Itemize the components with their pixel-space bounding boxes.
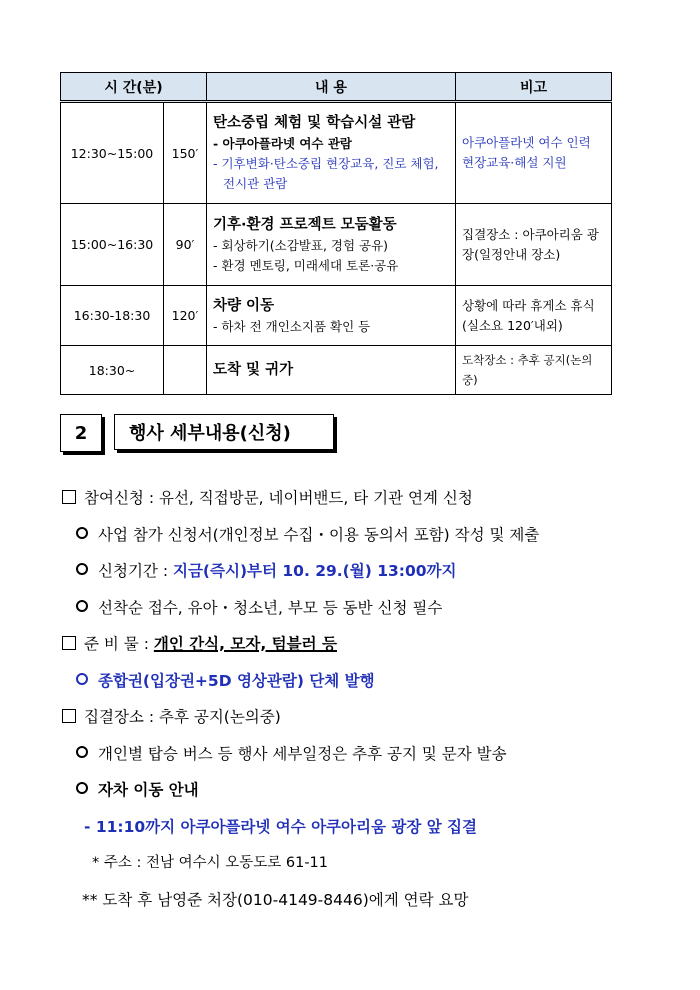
section-number: 2 xyxy=(60,414,102,452)
detail-line xyxy=(62,480,682,517)
detail-line: * 주소 : 전남 여수시 오동도로 61-11 xyxy=(92,855,328,871)
row-content xyxy=(207,102,456,204)
checkbox-square-icon xyxy=(62,709,76,723)
bullet-circle-icon xyxy=(76,746,88,758)
section-title: 행사 세부내용(신청) xyxy=(114,414,334,450)
row-note: 집결장소 : 아쿠아리움 광장(일정안내 장소) xyxy=(456,204,612,286)
row-duration: 90′ xyxy=(164,204,207,286)
detail-line xyxy=(62,736,682,773)
row-title: 도착 및 귀가 xyxy=(213,362,294,378)
row-time: 15:00~16:30 xyxy=(61,204,164,286)
detail-text: 자차 이동 안내 xyxy=(98,781,199,799)
table-row xyxy=(61,286,612,346)
bullet-circle-icon xyxy=(76,563,88,575)
detail-line xyxy=(62,626,682,663)
detail-text: 집결장소 : 추후 공지(논의중) xyxy=(84,708,281,726)
table-row xyxy=(61,102,612,204)
detail-text: 사업 참가 신청서(개인정보 수집・이용 동의서 포함) 작성 및 제출 xyxy=(98,525,540,544)
schedule-table xyxy=(60,72,612,395)
detail-line xyxy=(62,772,682,809)
detail-line xyxy=(62,590,682,627)
row-title: 탄소중립 체험 및 학습시설 관람 xyxy=(213,115,416,131)
row-note: 도착장소 : 추후 공지(논의중) xyxy=(456,346,612,395)
detail-line xyxy=(62,553,682,590)
row-content xyxy=(207,286,456,346)
detail-text: 종합권(입장권+5D 영상관람) 단체 발행 xyxy=(98,671,375,690)
detail-text: 개인별 탑승 버스 등 행사 세부일정은 추후 공지 및 문자 발송 xyxy=(98,744,507,763)
bullet-circle-icon xyxy=(76,600,88,612)
row-title: 기후·환경 프로젝트 모둠활동 xyxy=(213,216,397,233)
row-time: 12:30~15:00 xyxy=(61,102,164,204)
checkbox-square-icon xyxy=(62,636,76,650)
table-header-row xyxy=(61,73,612,102)
row-duration: 150′ xyxy=(164,102,207,204)
row-content xyxy=(207,204,456,286)
row-title: 차량 이동 xyxy=(213,297,275,314)
row-item: - 회상하기(소감발표, 경험 공유) xyxy=(213,237,389,253)
row-content xyxy=(207,346,456,395)
row-item: - 하차 전 개인소지품 확인 등 xyxy=(213,318,371,334)
details-list xyxy=(62,480,682,918)
detail-text: 참여신청 : 유선, 직접방문, 네이버밴드, 타 기관 연계 신청 xyxy=(84,489,473,507)
row-note: 상황에 따라 휴게소 휴식 (실소요 120′내외) xyxy=(456,286,612,346)
detail-line: ** 도착 후 남영준 처장(010-4149-8446)에게 연락 요망 xyxy=(82,890,469,909)
header-content: 내 용 xyxy=(207,73,456,102)
detail-text: 선착순 접수, 유아・청소년, 부모 등 동반 신청 필수 xyxy=(98,598,443,617)
bullet-circle-icon xyxy=(76,673,88,685)
table-row xyxy=(61,346,612,395)
detail-line xyxy=(62,663,682,700)
row-item: - 기후변화·탄소중립 현장교육, 진로 체험, 전시관 관람 xyxy=(213,156,439,191)
detail-line xyxy=(62,699,682,736)
row-item: - 환경 멘토링, 미래세대 토론·공유 xyxy=(213,257,399,273)
checkbox-square-icon xyxy=(62,490,76,504)
row-item: - 아쿠아플라넷 여수 관람 xyxy=(213,136,352,151)
bullet-circle-icon xyxy=(76,527,88,539)
row-note: 아쿠아플라넷 여수 인력 현장교육·해설 지원 xyxy=(456,102,612,204)
header-time: 시 간(분) xyxy=(61,73,207,102)
supplies-text: 개인 간식, 모자, 텀블러 등 xyxy=(153,635,337,653)
row-duration: 120′ xyxy=(164,286,207,346)
row-time: 18:30~ xyxy=(61,346,164,395)
row-time: 16:30-18:30 xyxy=(61,286,164,346)
detail-line xyxy=(62,517,682,554)
detail-text: 준 비 물 : xyxy=(84,635,154,653)
detail-text: 신청기간 : xyxy=(98,562,173,580)
application-period: 지금(즉시)부터 10. 29.(월) 13:00까지 xyxy=(172,562,457,580)
bullet-circle-icon xyxy=(76,782,88,794)
detail-line: - 11:10까지 아쿠아플라넷 여수 아쿠아리움 광장 앞 집결 xyxy=(84,817,478,836)
table-row xyxy=(61,204,612,286)
header-note: 비고 xyxy=(456,73,612,102)
row-duration xyxy=(164,346,207,395)
